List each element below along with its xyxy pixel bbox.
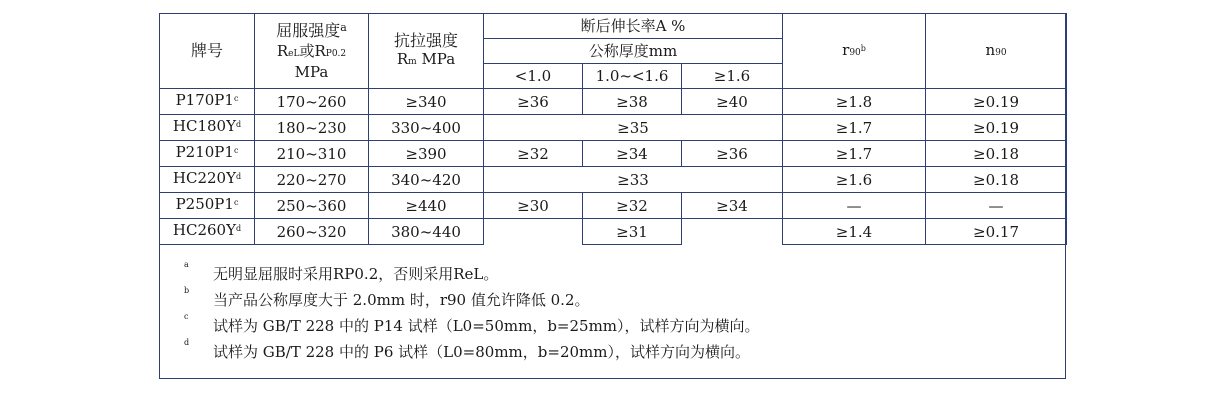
table-row bbox=[160, 115, 1067, 141]
footnote-mark: d bbox=[184, 338, 190, 347]
cell-tensile: ≥440 bbox=[369, 193, 484, 219]
header-n90-sym: n bbox=[985, 40, 996, 59]
cell-elong-empty bbox=[484, 219, 583, 245]
table-row bbox=[160, 219, 1067, 245]
cell-yield: 180~230 bbox=[255, 115, 369, 141]
cell-r90: ≥1.8 bbox=[783, 89, 926, 115]
header-tensile-unit: MPa bbox=[421, 49, 456, 68]
footnote-mark: c bbox=[184, 312, 189, 321]
cell-elong-1: ≥36 bbox=[484, 89, 583, 115]
table-row bbox=[160, 193, 1067, 219]
cell-yield: 260~320 bbox=[255, 219, 369, 245]
cell-r90: ≥1.7 bbox=[783, 141, 926, 167]
header-elongation: 断后伸长率A % bbox=[484, 14, 783, 39]
footnote-c bbox=[184, 313, 1054, 339]
header-n90-sub: 90 bbox=[995, 47, 1007, 58]
cell-grade: P170P1$^c$ bbox=[160, 89, 255, 115]
header-yield-sym1: R bbox=[276, 41, 289, 60]
cell-tensile: ≥340 bbox=[369, 89, 484, 115]
cell-yield: 210~310 bbox=[255, 141, 369, 167]
header-thickness-3: ≥1.6 bbox=[682, 64, 783, 89]
cell-elong-1: ≥32 bbox=[484, 141, 583, 167]
cell-elong-2: ≥38 bbox=[583, 89, 682, 115]
cell-tensile: 330~400 bbox=[369, 115, 484, 141]
cell-elong-3: ≥40 bbox=[682, 89, 783, 115]
cell-yield: 220~270 bbox=[255, 167, 369, 193]
header-thickness-2: 1.0~<1.6 bbox=[583, 64, 682, 89]
cell-r90: ≥1.4 bbox=[783, 219, 926, 245]
header-yield-unit: MPa bbox=[294, 62, 329, 81]
cell-elong-1: ≥30 bbox=[484, 193, 583, 219]
cell-r90: — bbox=[783, 193, 926, 219]
cell-n90: ≥0.17 bbox=[926, 219, 1067, 245]
mechanical-properties-table bbox=[159, 13, 1067, 245]
table-row bbox=[160, 167, 1067, 193]
footnote-text: 无明显屈服时采用RP0.2，否则采用ReL。 bbox=[213, 265, 499, 283]
footnote-text: 当产品公称厚度大于 2.0mm 时，r90 值允许降低 0.2。 bbox=[213, 291, 590, 309]
footnote-a bbox=[184, 261, 1054, 287]
header-yield-title: 屈服强度 bbox=[276, 20, 341, 40]
cell-tensile: 340~420 bbox=[369, 167, 484, 193]
footnote-mark: a bbox=[184, 260, 189, 269]
footnote-mark: b bbox=[184, 286, 190, 295]
cell-elong-all: ≥35 bbox=[484, 115, 783, 141]
header-yield-note: a bbox=[340, 20, 347, 34]
cell-n90: ≥0.19 bbox=[926, 115, 1067, 141]
cell-r90: ≥1.7 bbox=[783, 115, 926, 141]
cell-r90: ≥1.6 bbox=[783, 167, 926, 193]
cell-elong-all: ≥31 bbox=[583, 219, 682, 245]
header-yield-sym1-sub: eL bbox=[288, 48, 300, 59]
header-yield-or: 或 bbox=[299, 41, 315, 60]
footnotes bbox=[184, 261, 1054, 365]
header-thickness-1: <1.0 bbox=[484, 64, 583, 89]
cell-grade: $HC260Y^d$ bbox=[160, 219, 255, 245]
header-yield-sym2: R bbox=[314, 41, 326, 60]
cell-grade: P210P1$^c$ bbox=[160, 141, 255, 167]
footnote-text: 试样为 GB/T 228 中的 P14 试样（L0=50mm，b=25mm），试样方向为横向。 bbox=[213, 317, 760, 335]
cell-elong-3: ≥36 bbox=[682, 141, 783, 167]
footnote-d bbox=[184, 339, 1054, 365]
table-row bbox=[160, 141, 1067, 167]
header-tensile-sym-sub: m bbox=[408, 56, 417, 67]
cell-n90: ≥0.18 bbox=[926, 167, 1067, 193]
header-r90 bbox=[783, 14, 926, 89]
cell-tensile: 380~440 bbox=[369, 219, 484, 245]
footnote-text: 试样为 GB/T 228 中的 P6 试样（L0=80mm，b=20mm），试样方向为横向。 bbox=[213, 343, 750, 361]
cell-n90: — bbox=[926, 193, 1067, 219]
cell-n90: ≥0.18 bbox=[926, 141, 1067, 167]
header-n90 bbox=[926, 14, 1067, 89]
header-yield-sym2-sub: P0.2 bbox=[325, 48, 347, 59]
cell-yield: 250~360 bbox=[255, 193, 369, 219]
header-tensile bbox=[369, 14, 484, 89]
cell-elong-2: ≥32 bbox=[583, 193, 682, 219]
cell-n90: ≥0.19 bbox=[926, 89, 1067, 115]
cell-grade: $HC220Y^d$ bbox=[160, 167, 255, 193]
header-tensile-sym: R bbox=[396, 49, 409, 68]
cell-grade: P250P1$^c$ bbox=[160, 193, 255, 219]
header-tensile-title: 抗拉强度 bbox=[393, 30, 458, 50]
header-thickness: 公称厚度mm bbox=[484, 39, 783, 64]
cell-elong-3: ≥34 bbox=[682, 193, 783, 219]
cell-yield: 170~260 bbox=[255, 89, 369, 115]
header-r90-note: b bbox=[860, 43, 866, 53]
cell-grade: $HC180Y^d$ bbox=[160, 115, 255, 141]
cell-tensile: ≥390 bbox=[369, 141, 484, 167]
header-r90-sym: r bbox=[842, 40, 850, 59]
header-yield bbox=[255, 14, 369, 89]
cell-elong-2: ≥34 bbox=[583, 141, 682, 167]
cell-elong-all: ≥33 bbox=[484, 167, 783, 193]
footnote-b bbox=[184, 287, 1054, 313]
header-r90-sub: 90 bbox=[849, 47, 861, 58]
table-row bbox=[160, 89, 1067, 115]
header-grade: 牌号 bbox=[160, 14, 255, 89]
cell-elong-empty bbox=[682, 219, 783, 245]
